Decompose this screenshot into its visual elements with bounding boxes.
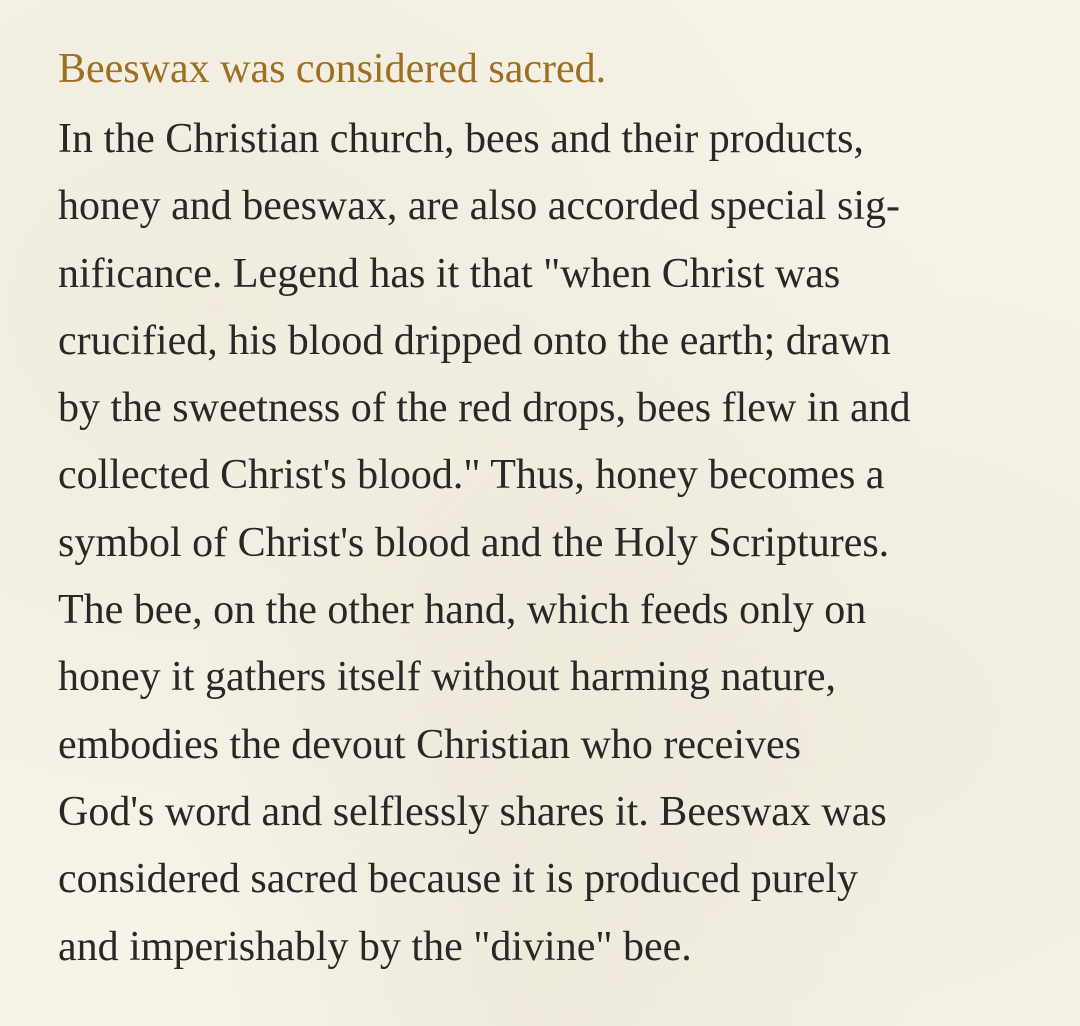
body-line: embodies the devout Christian who receives — [58, 721, 801, 768]
body-line: and imperishably by the "divine" bee. — [58, 923, 692, 970]
body-line: honey it gathers itself without harming nature, — [58, 654, 836, 701]
body-line: collected Christ's blood." Thus, honey becomes a — [58, 452, 885, 499]
body-line: God's word and selflessly shares it. Beeswax was — [58, 788, 887, 835]
body-line: honey and beeswax, are also accorded special sig- — [58, 183, 900, 230]
article-body — [58, 106, 1048, 981]
body-line: symbol of Christ's blood and the Holy Scriptures. — [58, 519, 890, 566]
article — [58, 40, 1048, 981]
body-line: nificance. Legend has it that "when Christ was — [58, 250, 841, 297]
body-line: The bee, on the other hand, which feeds only on — [58, 587, 867, 634]
body-line: considered sacred because it is produced purely — [58, 856, 859, 903]
body-line: In the Christian church, bees and their products, — [58, 116, 864, 162]
article-heading: Beeswax was considered sacred. — [58, 46, 607, 92]
body-line: by the sweetness of the red drops, bees flew in and — [58, 385, 911, 432]
body-line: crucified, his blood dripped onto the earth; drawn — [58, 317, 891, 364]
